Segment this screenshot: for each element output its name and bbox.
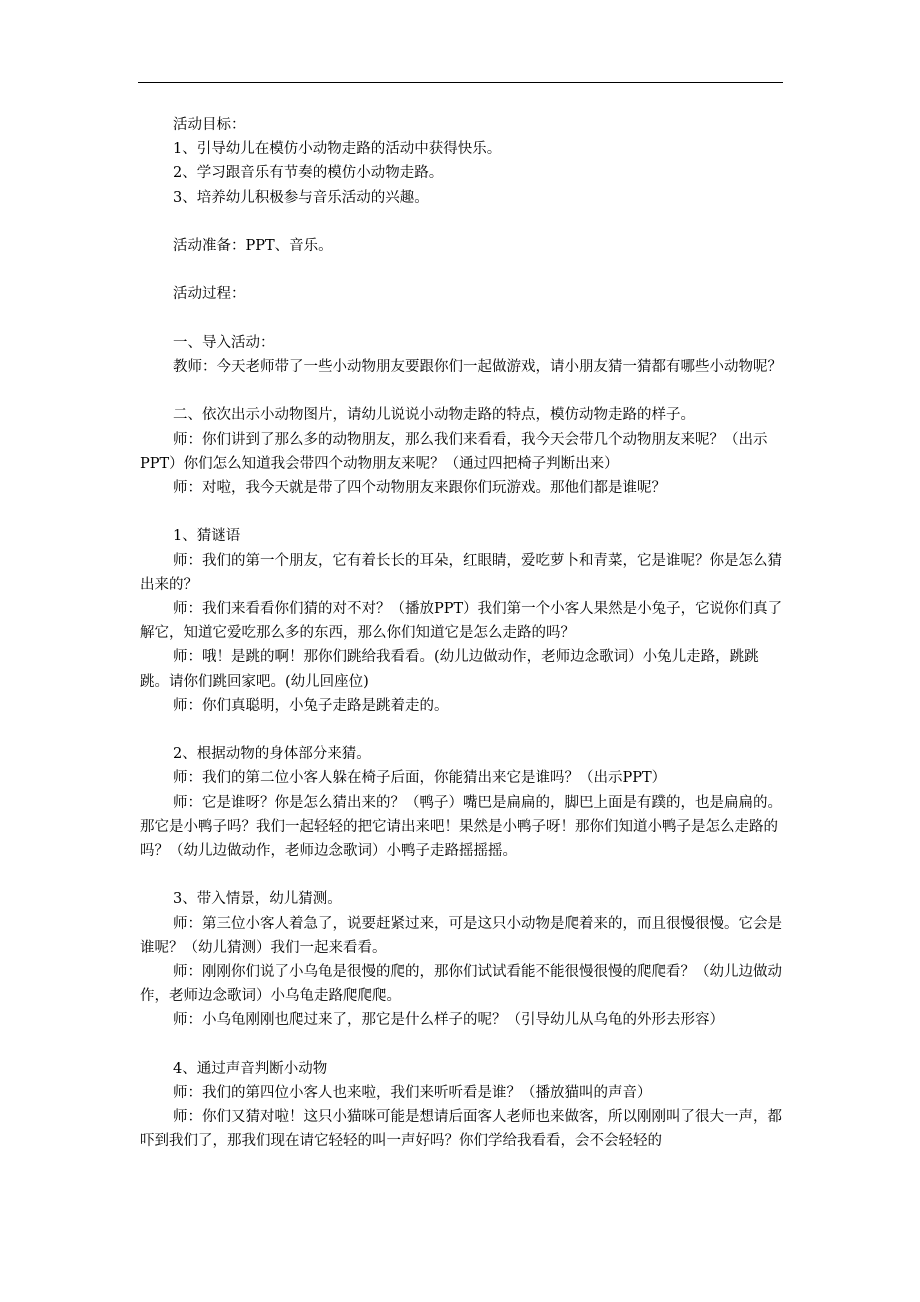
document-body [140, 113, 786, 1154]
paragraph: 师：哦！是跳的啊！那你们跳给我看看。(幼儿边做动作，老师边念歌词）小兔儿走路，跳跳跳。请你们跳回家吧。(幼儿回座位) [140, 649, 759, 690]
paragraph: 师：我们来看看你们猜的对不对？（播放PPT）我们第一个小客人果然是小兔子，它说你们真了解它，知道它爱吃那么多的东西，那么你们知道它是怎么走路的吗？ [140, 600, 783, 642]
paragraph-spacer [140, 500, 786, 524]
paragraph: 师：你们讲到了那么多的动物朋友，那么我们来看看，我今天会带几个动物朋友来呢？（出示PPT）你们怎么知道我会带四个动物朋友来呢？（通过四把椅子判断出来） [140, 431, 768, 472]
paragraph: 3、培养幼儿积极参与音乐活动的兴趣。 [173, 189, 429, 206]
paragraph: 活动过程： [173, 286, 246, 303]
paragraph: 2、根据动物的身体部分来猜。 [173, 746, 371, 763]
paragraph-spacer [140, 1033, 786, 1057]
paragraph: 师：小乌龟刚刚也爬过来了，那它是什么样子的呢？（引导幼儿从乌龟的外形去形容） [173, 1012, 724, 1029]
paragraph-spacer [140, 718, 786, 742]
paragraph-spacer [140, 379, 786, 403]
paragraph: 师：我们的第二位小客人躲在椅子后面，你能猜出来它是谁吗？（出示PPT） [173, 770, 667, 787]
paragraph: 3、带入情景，幼儿猜测。 [173, 891, 342, 908]
paragraph: 师：我们的第一个朋友，它有着长长的耳朵，红眼睛，爱吃萝卜和青菜，它是谁呢？你是怎么猜出来的？ [140, 552, 782, 593]
paragraph: 师：你们又猜对啦！这只小猫咪可能是想请后面客人老师也来做客，所以刚刚叫了很大一声，都吓到我们了，那我们现在请它轻轻的叫一声好吗？你们学给我看看，会不会轻轻的 [140, 1109, 782, 1150]
paragraph: 活动准备：PPT、音乐。 [173, 238, 333, 254]
paragraph: 2、学习跟音乐有节奏的模仿小动物走路。 [173, 165, 444, 182]
paragraph: 师：第三位小客人着急了，说要赶紧过来，可是这只小动物是爬着来的，而且很慢很慢。它会是谁呢？（幼儿猜测）我们一起来看看。 [140, 915, 782, 956]
paragraph-spacer [140, 307, 786, 331]
paragraph: 教师：今天老师带了一些小动物朋友要跟你们一起做游戏，请小朋友猜一猜都有哪些小动物呢？ [173, 358, 782, 375]
paragraph: 一、导入活动： [173, 334, 275, 351]
paragraph: 师：刚刚你们说了小乌龟是很慢的爬的，那你们试试看能不能很慢很慢的爬爬看？（幼儿边做动作，老师边念歌词）小乌龟走路爬爬爬。 [140, 964, 782, 1005]
paragraph-spacer [140, 863, 786, 887]
paragraph: 1、猜谜语 [173, 528, 241, 545]
paragraph-spacer [140, 210, 786, 234]
paragraph: 师：我们的第四位小客人也来啦，我们来听听看是谁？（播放猫叫的声音） [173, 1085, 652, 1101]
paragraph: 师：对啦，我今天就是带了四个动物朋友来跟你们玩游戏。那他们都是谁呢？ [173, 479, 666, 496]
paragraph: 二、依次出示小动物图片，请幼儿说说小动物走路的特点，模仿动物走路的样子。 [173, 407, 695, 424]
paragraph-spacer [140, 258, 786, 282]
paragraph: 4、通过声音判断小动物 [173, 1060, 328, 1077]
paragraph: 师：它是谁呀？你是怎么猜出来的？（鸭子）嘴巴是扁扁的，脚巴上面是有蹼的，也是扁扁的。那它是小鸭子吗？我们一起轻轻的把它请出来吧！果然是小鸭子呀！那你们知道小鸭子是怎么走路的吗？（幼儿边做动作，老师边念歌词）小鸭子走路摇摇摇。 [140, 794, 782, 859]
header-rule [138, 82, 783, 83]
paragraph: 1、引导幼儿在模仿小动物走路的活动中获得快乐。 [173, 141, 502, 158]
paragraph: 师：你们真聪明，小兔子走路是跳着走的。 [173, 697, 449, 714]
paragraph: 活动目标： [173, 117, 246, 133]
